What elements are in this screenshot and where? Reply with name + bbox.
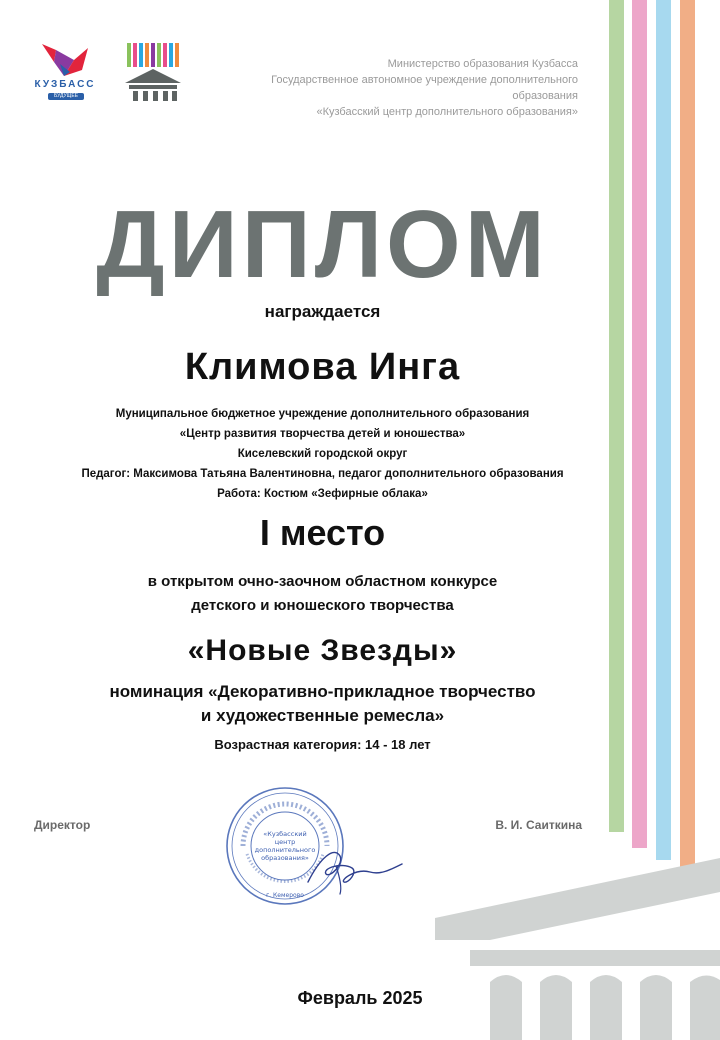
org-line: Киселевский городской округ [237, 448, 408, 460]
header-line: «Кузбасский центр дополнительного образования» [316, 106, 578, 118]
org-line: Муниципальное бюджетное учреждение дополнительного образования [115, 408, 530, 420]
kuzbass-logo [20, 42, 110, 104]
diploma-title: ДИПЛОМ [96, 191, 549, 298]
stamp-city: г. Кемерово [266, 892, 304, 899]
nomination-line: номинация «Декоративно-прикладное творчество [109, 682, 536, 701]
blue-stripe [656, 0, 671, 860]
issue-date: Февраль 2025 [297, 988, 423, 1008]
director-name: В. И. Саиткина [495, 818, 582, 832]
stamp-text: центр [274, 838, 296, 846]
org-line: «Центр развития творчества детей и юношества» [179, 428, 466, 440]
awarded-label: награждается [264, 302, 381, 321]
kuzbass-mark-icon [20, 42, 110, 78]
stamp-text: дополнительного [254, 846, 316, 854]
teacher-line: Педагог: Максимова Татьяна Валентиновна, педагог дополнительного образования [81, 468, 564, 480]
contest-line: в открытом очно-заочном областном конкурсе [147, 573, 498, 590]
contest-description [0, 570, 645, 618]
contest-name: «Новые Звезды» [187, 634, 458, 667]
header-line: Министерство образования Кузбасса [387, 58, 578, 70]
orange-stripe [680, 0, 695, 872]
organization-block [0, 404, 645, 504]
kuzbass-brand-text: КУЗБАСС [34, 79, 96, 90]
header-line: Государственное автономное учреждение дополнительного образования [271, 74, 578, 102]
issuer-header [215, 56, 578, 120]
signature-icon [300, 838, 410, 898]
work-line: Работа: Костюм «Зефирные облака» [217, 488, 428, 500]
center-logo-icon [125, 43, 181, 101]
stamp-text: «Кузбасский [263, 830, 307, 838]
kuzbass-sub-text: БУДУЩЕЕ [48, 93, 84, 100]
recipient-name: Климова Инга [184, 346, 461, 388]
age-category: Возрастная категория: 14 - 18 лет [214, 737, 431, 752]
nomination-line: и художественные ремесла» [200, 706, 445, 725]
contest-line: детского и юношеского творчества [191, 597, 454, 614]
director-label: Директор [34, 818, 91, 832]
place-label: I место [259, 512, 386, 553]
nomination-block [0, 680, 645, 728]
stamp-text: образования» [261, 854, 309, 862]
building-icon [430, 858, 720, 1040]
